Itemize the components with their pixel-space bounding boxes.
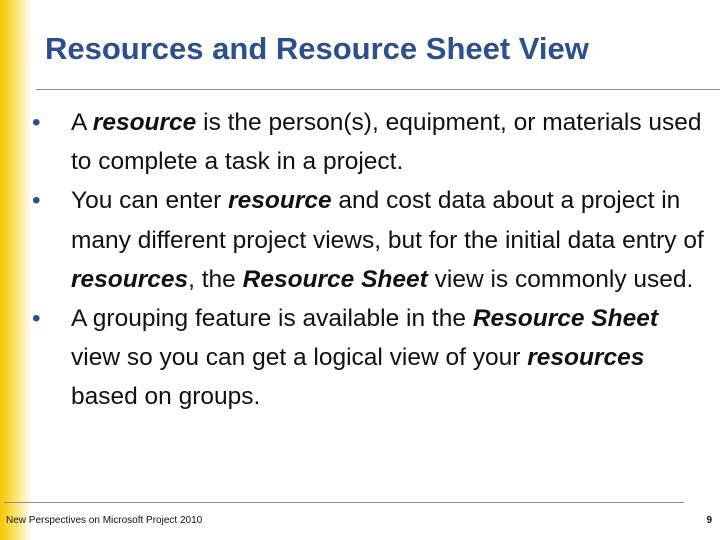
slide-title: Resources and Resource Sheet View: [45, 31, 589, 66]
emphasized-term: resources: [71, 265, 189, 293]
emphasized-term: resource: [92, 109, 197, 136]
bullet-dot-icon: [32, 299, 71, 338]
footer-text: New Perspectives on Microsoft Project 2010: [6, 515, 203, 526]
bullet-text: based on groups.: [71, 383, 261, 411]
bullet-list: [32, 103, 712, 417]
yellow-accent-band: [0, 0, 32, 540]
footer-divider: [4, 502, 684, 503]
bullet-item: [32, 103, 712, 181]
page-number: 9: [706, 515, 712, 526]
bullet-text: You can enter: [71, 187, 229, 215]
emphasized-term: Resource Sheet: [472, 305, 658, 333]
bullet-dot-icon: [32, 181, 71, 220]
bullet-text: and cost data about a project in many different project views, but for the initial data entry of: [71, 187, 704, 254]
emphasized-term: resources: [527, 344, 645, 372]
bullet-text: view so you can get a logical view of your: [71, 344, 528, 372]
bullet-text: A: [71, 109, 93, 136]
bullet-text: is the person(s), equipment, or materials used to complete a task in a project.: [71, 109, 702, 176]
emphasized-term: resource: [228, 187, 332, 215]
bullet-item: [32, 181, 712, 299]
emphasized-term: Resource Sheet: [242, 265, 428, 293]
title-divider: [36, 89, 720, 90]
bullet-text: view is commonly used.: [427, 265, 694, 293]
bullet-dot-icon: [32, 103, 71, 142]
bullet-text: , the: [188, 265, 243, 293]
bullet-text: A grouping feature is available in the: [71, 305, 473, 333]
bullet-item: [32, 299, 712, 417]
